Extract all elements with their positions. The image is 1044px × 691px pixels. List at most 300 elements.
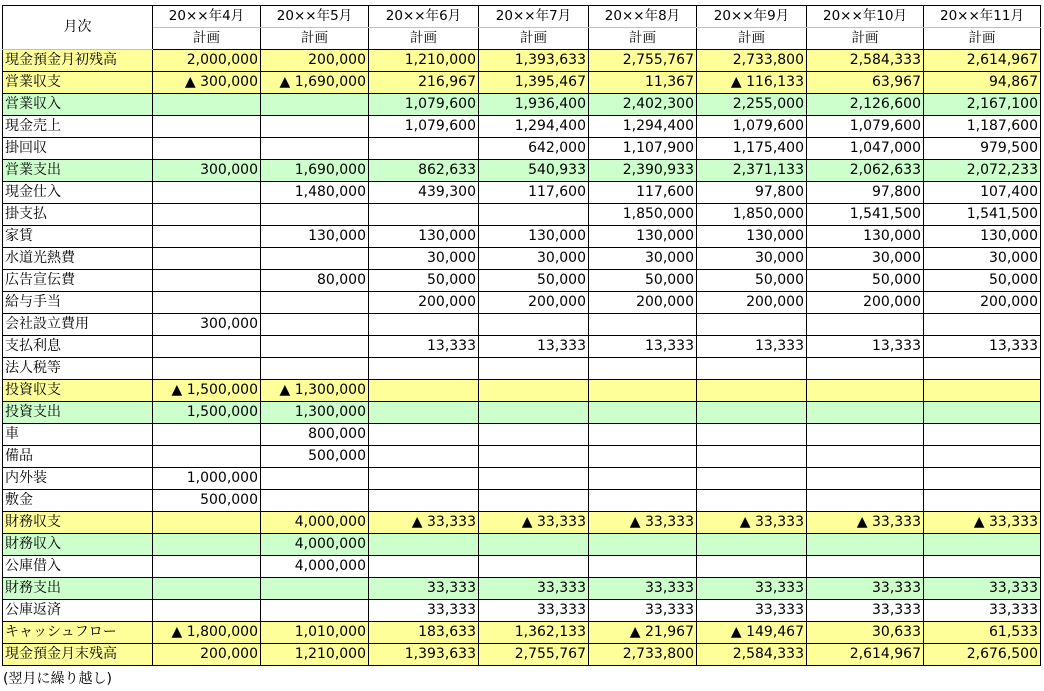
table-cell: ▲ 300,000 xyxy=(153,72,261,94)
row-label: 給与手当 xyxy=(3,292,153,314)
table-cell: 216,967 xyxy=(369,72,479,94)
month-header: 20××年8月 xyxy=(589,6,697,28)
table-row xyxy=(3,138,1041,160)
table-cell: ▲ 33,333 xyxy=(697,512,807,534)
table-cell xyxy=(153,204,261,226)
table-cell xyxy=(589,358,697,380)
table-cell: 30,000 xyxy=(369,248,479,270)
table-cell: 540,933 xyxy=(479,160,589,182)
table-cell xyxy=(369,138,479,160)
table-cell xyxy=(153,358,261,380)
table-cell: ▲ 1,690,000 xyxy=(261,72,369,94)
table-row xyxy=(3,116,1041,138)
table-cell xyxy=(153,182,261,204)
table-cell: 33,333 xyxy=(697,600,807,622)
header-row-plan xyxy=(3,28,1041,50)
table-cell: 30,633 xyxy=(807,622,924,644)
row-label: 法人税等 xyxy=(3,358,153,380)
table-cell: 33,333 xyxy=(589,600,697,622)
table-cell: 33,333 xyxy=(924,600,1041,622)
table-cell: 33,333 xyxy=(369,600,479,622)
row-label: 掛支払 xyxy=(3,204,153,226)
table-cell: 1,690,000 xyxy=(261,160,369,182)
table-cell: 80,000 xyxy=(261,270,369,292)
table-cell: 200,000 xyxy=(479,292,589,314)
table-row xyxy=(3,160,1041,182)
table-cell xyxy=(697,314,807,336)
row-label: 現金預金月末残高 xyxy=(3,644,153,666)
table-cell: 2,733,800 xyxy=(697,50,807,72)
table-row xyxy=(3,512,1041,534)
table-cell: 13,333 xyxy=(589,336,697,358)
table-cell xyxy=(479,358,589,380)
table-cell xyxy=(153,336,261,358)
table-cell xyxy=(479,424,589,446)
table-cell xyxy=(807,446,924,468)
table-row xyxy=(3,50,1041,72)
table-cell: 2,755,767 xyxy=(479,644,589,666)
plan-header: 計画 xyxy=(924,28,1041,50)
table-cell: 13,333 xyxy=(924,336,1041,358)
table-cell xyxy=(153,578,261,600)
table-cell xyxy=(807,468,924,490)
row-label: 投資収支 xyxy=(3,380,153,402)
table-cell: 13,333 xyxy=(697,336,807,358)
table-cell: 130,000 xyxy=(807,226,924,248)
table-cell xyxy=(589,402,697,424)
table-cell: ▲ 33,333 xyxy=(369,512,479,534)
table-cell: 130,000 xyxy=(369,226,479,248)
cash-flow-table xyxy=(2,5,1041,666)
table-cell xyxy=(369,358,479,380)
table-cell: 94,867 xyxy=(924,72,1041,94)
table-cell: 130,000 xyxy=(589,226,697,248)
table-cell: 2,167,100 xyxy=(924,94,1041,116)
table-cell: 50,000 xyxy=(479,270,589,292)
month-header: 20××年7月 xyxy=(479,6,589,28)
row-label: 現金預金月初残高 xyxy=(3,50,153,72)
table-cell xyxy=(697,468,807,490)
table-cell: 130,000 xyxy=(479,226,589,248)
table-cell: 50,000 xyxy=(369,270,479,292)
table-row xyxy=(3,446,1041,468)
carry-over-note: (翌月に繰り越し) xyxy=(3,671,112,687)
table-cell: 33,333 xyxy=(807,600,924,622)
table-cell: 13,333 xyxy=(807,336,924,358)
table-cell xyxy=(697,556,807,578)
table-cell: 800,000 xyxy=(261,424,369,446)
table-cell xyxy=(589,424,697,446)
header-row-months xyxy=(3,6,1041,28)
table-row xyxy=(3,578,1041,600)
table-cell xyxy=(153,94,261,116)
plan-header: 計画 xyxy=(153,28,261,50)
table-cell: 1,079,600 xyxy=(369,116,479,138)
table-cell xyxy=(369,446,479,468)
table-cell: 2,614,967 xyxy=(807,644,924,666)
table-cell xyxy=(153,534,261,556)
table-cell xyxy=(479,556,589,578)
table-cell: 200,000 xyxy=(153,644,261,666)
table-cell: ▲ 116,133 xyxy=(697,72,807,94)
table-cell xyxy=(369,380,479,402)
table-cell xyxy=(153,424,261,446)
table-cell: 2,733,800 xyxy=(589,644,697,666)
table-row xyxy=(3,94,1041,116)
table-cell xyxy=(261,94,369,116)
table-cell xyxy=(261,578,369,600)
table-cell: 1,480,000 xyxy=(261,182,369,204)
row-label: 家賃 xyxy=(3,226,153,248)
table-cell xyxy=(261,468,369,490)
table-cell: 1,300,000 xyxy=(261,402,369,424)
table-cell xyxy=(369,556,479,578)
table-cell xyxy=(697,490,807,512)
plan-header: 計画 xyxy=(369,28,479,50)
table-cell: 200,000 xyxy=(589,292,697,314)
month-header: 20××年9月 xyxy=(697,6,807,28)
table-row xyxy=(3,622,1041,644)
table-cell xyxy=(697,424,807,446)
table-cell: 50,000 xyxy=(589,270,697,292)
table-cell: 130,000 xyxy=(924,226,1041,248)
table-cell: 183,633 xyxy=(369,622,479,644)
table-row xyxy=(3,402,1041,424)
table-cell xyxy=(153,512,261,534)
table-cell: ▲ 33,333 xyxy=(924,512,1041,534)
row-label: 財務収支 xyxy=(3,512,153,534)
table-cell: 1,187,600 xyxy=(924,116,1041,138)
table-row xyxy=(3,336,1041,358)
table-cell: 1,362,133 xyxy=(479,622,589,644)
table-cell: 1,936,400 xyxy=(479,94,589,116)
table-cell: 61,533 xyxy=(924,622,1041,644)
table-cell xyxy=(924,358,1041,380)
table-cell: 1,500,000 xyxy=(153,402,261,424)
table-cell: 130,000 xyxy=(697,226,807,248)
row-label: 営業支出 xyxy=(3,160,153,182)
row-label: 会社設立費用 xyxy=(3,314,153,336)
table-cell xyxy=(924,380,1041,402)
table-cell xyxy=(369,204,479,226)
table-cell xyxy=(153,226,261,248)
table-cell xyxy=(924,314,1041,336)
table-row xyxy=(3,358,1041,380)
table-row xyxy=(3,600,1041,622)
table-cell: 1,395,467 xyxy=(479,72,589,94)
table-cell: 200,000 xyxy=(369,292,479,314)
table-cell: 30,000 xyxy=(479,248,589,270)
table-cell: 2,614,967 xyxy=(924,50,1041,72)
table-cell: 2,584,333 xyxy=(697,644,807,666)
month-header: 20××年5月 xyxy=(261,6,369,28)
table-cell: 2,676,500 xyxy=(924,644,1041,666)
table-cell xyxy=(589,534,697,556)
table-cell: 11,367 xyxy=(589,72,697,94)
table-cell xyxy=(261,358,369,380)
table-cell xyxy=(153,556,261,578)
table-cell: 33,333 xyxy=(697,578,807,600)
table-cell: ▲ 33,333 xyxy=(589,512,697,534)
table-cell: 1,294,400 xyxy=(589,116,697,138)
table-row xyxy=(3,248,1041,270)
table-cell xyxy=(261,248,369,270)
table-cell: 33,333 xyxy=(589,578,697,600)
table-cell: 63,967 xyxy=(807,72,924,94)
row-label: 敷金 xyxy=(3,490,153,512)
table-row xyxy=(3,182,1041,204)
table-cell: 500,000 xyxy=(153,490,261,512)
table-cell: ▲ 1,800,000 xyxy=(153,622,261,644)
row-label: 財務支出 xyxy=(3,578,153,600)
plan-header: 計画 xyxy=(261,28,369,50)
table-cell: 1,850,000 xyxy=(697,204,807,226)
table-cell: 1,294,400 xyxy=(479,116,589,138)
table-cell: 1,079,600 xyxy=(697,116,807,138)
row-label: 掛回収 xyxy=(3,138,153,160)
row-label: 公庫返済 xyxy=(3,600,153,622)
table-cell xyxy=(924,402,1041,424)
table-cell: 1,010,000 xyxy=(261,622,369,644)
table-cell: 1,175,400 xyxy=(697,138,807,160)
table-cell: 2,755,767 xyxy=(589,50,697,72)
month-header: 20××年11月 xyxy=(924,6,1041,28)
table-cell xyxy=(697,534,807,556)
table-cell: 13,333 xyxy=(369,336,479,358)
table-cell: ▲ 1,300,000 xyxy=(261,380,369,402)
table-cell: 862,633 xyxy=(369,160,479,182)
table-cell xyxy=(924,424,1041,446)
table-cell: 1,079,600 xyxy=(369,94,479,116)
table-cell xyxy=(479,534,589,556)
table-cell: ▲ 1,500,000 xyxy=(153,380,261,402)
table-cell xyxy=(589,446,697,468)
table-cell xyxy=(261,490,369,512)
table-cell: 2,584,333 xyxy=(807,50,924,72)
table-cell: 200,000 xyxy=(261,50,369,72)
table-cell: 33,333 xyxy=(479,578,589,600)
table-cell xyxy=(261,292,369,314)
table-cell xyxy=(924,446,1041,468)
table-cell: 200,000 xyxy=(807,292,924,314)
month-header: 20××年4月 xyxy=(153,6,261,28)
table-cell: 107,400 xyxy=(924,182,1041,204)
table-cell: 4,000,000 xyxy=(261,512,369,534)
table-cell: 1,393,633 xyxy=(479,50,589,72)
table-cell: 2,126,600 xyxy=(807,94,924,116)
table-cell xyxy=(261,138,369,160)
table-cell: 1,079,600 xyxy=(807,116,924,138)
table-row xyxy=(3,226,1041,248)
table-cell xyxy=(261,314,369,336)
table-row xyxy=(3,72,1041,94)
table-cell: 97,800 xyxy=(807,182,924,204)
table-cell xyxy=(924,490,1041,512)
table-cell xyxy=(807,380,924,402)
table-row xyxy=(3,270,1041,292)
table-cell: 130,000 xyxy=(261,226,369,248)
row-label: 現金売上 xyxy=(3,116,153,138)
table-cell: 2,402,300 xyxy=(589,94,697,116)
table-cell xyxy=(589,556,697,578)
table-cell xyxy=(261,600,369,622)
table-cell xyxy=(589,314,697,336)
table-cell: 13,333 xyxy=(479,336,589,358)
table-cell xyxy=(697,380,807,402)
table-cell: 30,000 xyxy=(589,248,697,270)
table-cell: 2,062,633 xyxy=(807,160,924,182)
row-label: 公庫借入 xyxy=(3,556,153,578)
table-cell: 1,000,000 xyxy=(153,468,261,490)
table-cell xyxy=(479,314,589,336)
table-cell: 50,000 xyxy=(697,270,807,292)
table-cell: 1,541,500 xyxy=(807,204,924,226)
table-cell: 33,333 xyxy=(807,578,924,600)
table-cell: 2,000,000 xyxy=(153,50,261,72)
table-cell: 642,000 xyxy=(479,138,589,160)
table-cell xyxy=(153,292,261,314)
table-cell: 500,000 xyxy=(261,446,369,468)
row-label: 内外装 xyxy=(3,468,153,490)
table-cell xyxy=(153,138,261,160)
row-label: 広告宣伝費 xyxy=(3,270,153,292)
table-cell xyxy=(807,534,924,556)
table-cell xyxy=(153,600,261,622)
table-cell: 97,800 xyxy=(697,182,807,204)
row-label: 営業収支 xyxy=(3,72,153,94)
table-row xyxy=(3,380,1041,402)
table-cell: 2,255,000 xyxy=(697,94,807,116)
table-cell xyxy=(479,380,589,402)
corner-header: 月次 xyxy=(3,6,153,50)
table-cell xyxy=(479,402,589,424)
table-cell: 1,210,000 xyxy=(261,644,369,666)
table-cell xyxy=(153,270,261,292)
row-label: 財務収入 xyxy=(3,534,153,556)
table-cell xyxy=(479,446,589,468)
table-cell xyxy=(479,204,589,226)
plan-header: 計画 xyxy=(589,28,697,50)
table-cell xyxy=(153,248,261,270)
table-cell: 1,541,500 xyxy=(924,204,1041,226)
table-cell: 4,000,000 xyxy=(261,534,369,556)
table-cell xyxy=(369,490,479,512)
table-cell: 30,000 xyxy=(807,248,924,270)
table-cell xyxy=(369,534,479,556)
table-cell xyxy=(924,468,1041,490)
table-cell: 979,500 xyxy=(924,138,1041,160)
table-cell xyxy=(261,336,369,358)
row-label: 営業収入 xyxy=(3,94,153,116)
row-label: 水道光熱費 xyxy=(3,248,153,270)
table-cell xyxy=(924,556,1041,578)
row-label: 投資支出 xyxy=(3,402,153,424)
row-label: キャッシュフロー xyxy=(3,622,153,644)
table-row xyxy=(3,314,1041,336)
table-cell: 200,000 xyxy=(697,292,807,314)
row-label: 車 xyxy=(3,424,153,446)
table-cell: ▲ 33,333 xyxy=(807,512,924,534)
table-cell: ▲ 149,467 xyxy=(697,622,807,644)
table-cell xyxy=(369,468,479,490)
table-cell xyxy=(697,446,807,468)
table-cell xyxy=(369,314,479,336)
table-cell: 300,000 xyxy=(153,160,261,182)
table-cell xyxy=(589,468,697,490)
table-cell: ▲ 21,967 xyxy=(589,622,697,644)
table-cell: 50,000 xyxy=(924,270,1041,292)
table-cell xyxy=(697,358,807,380)
table-row xyxy=(3,644,1041,666)
table-cell xyxy=(153,446,261,468)
plan-header: 計画 xyxy=(479,28,589,50)
table-cell xyxy=(807,402,924,424)
table-cell: 2,371,133 xyxy=(697,160,807,182)
table-cell xyxy=(589,380,697,402)
table-cell xyxy=(479,490,589,512)
plan-header: 計画 xyxy=(807,28,924,50)
table-cell xyxy=(924,534,1041,556)
table-row xyxy=(3,424,1041,446)
table-cell xyxy=(807,490,924,512)
table-cell xyxy=(807,424,924,446)
table-cell: 439,300 xyxy=(369,182,479,204)
table-cell: 1,107,900 xyxy=(589,138,697,160)
table-row xyxy=(3,556,1041,578)
table-cell xyxy=(807,556,924,578)
table-cell: 200,000 xyxy=(924,292,1041,314)
table-cell xyxy=(153,116,261,138)
table-row xyxy=(3,490,1041,512)
month-header: 20××年10月 xyxy=(807,6,924,28)
table-cell: 117,600 xyxy=(589,182,697,204)
table-cell: 1,210,000 xyxy=(369,50,479,72)
table-cell: 4,000,000 xyxy=(261,556,369,578)
row-label: 支払利息 xyxy=(3,336,153,358)
table-cell: 1,850,000 xyxy=(589,204,697,226)
table-cell: 2,072,233 xyxy=(924,160,1041,182)
table-cell: 1,393,633 xyxy=(369,644,479,666)
row-label: 現金仕入 xyxy=(3,182,153,204)
table-cell xyxy=(807,314,924,336)
table-cell: 33,333 xyxy=(924,578,1041,600)
table-row xyxy=(3,468,1041,490)
row-label: 備品 xyxy=(3,446,153,468)
table-cell xyxy=(261,204,369,226)
table-row xyxy=(3,204,1041,226)
table-cell: 33,333 xyxy=(479,600,589,622)
plan-header: 計画 xyxy=(697,28,807,50)
month-header: 20××年6月 xyxy=(369,6,479,28)
table-cell xyxy=(807,358,924,380)
table-row xyxy=(3,534,1041,556)
table-cell xyxy=(479,468,589,490)
table-cell: 50,000 xyxy=(807,270,924,292)
table-row xyxy=(3,292,1041,314)
table-cell: 2,390,933 xyxy=(589,160,697,182)
table-cell: 300,000 xyxy=(153,314,261,336)
table-cell: 117,600 xyxy=(479,182,589,204)
table-cell xyxy=(369,402,479,424)
table-cell: 30,000 xyxy=(924,248,1041,270)
table-cell xyxy=(697,402,807,424)
table-cell: 33,333 xyxy=(369,578,479,600)
table-cell: ▲ 33,333 xyxy=(479,512,589,534)
table-cell xyxy=(261,116,369,138)
table-cell: 30,000 xyxy=(697,248,807,270)
table-cell: 1,047,000 xyxy=(807,138,924,160)
table-cell xyxy=(589,490,697,512)
